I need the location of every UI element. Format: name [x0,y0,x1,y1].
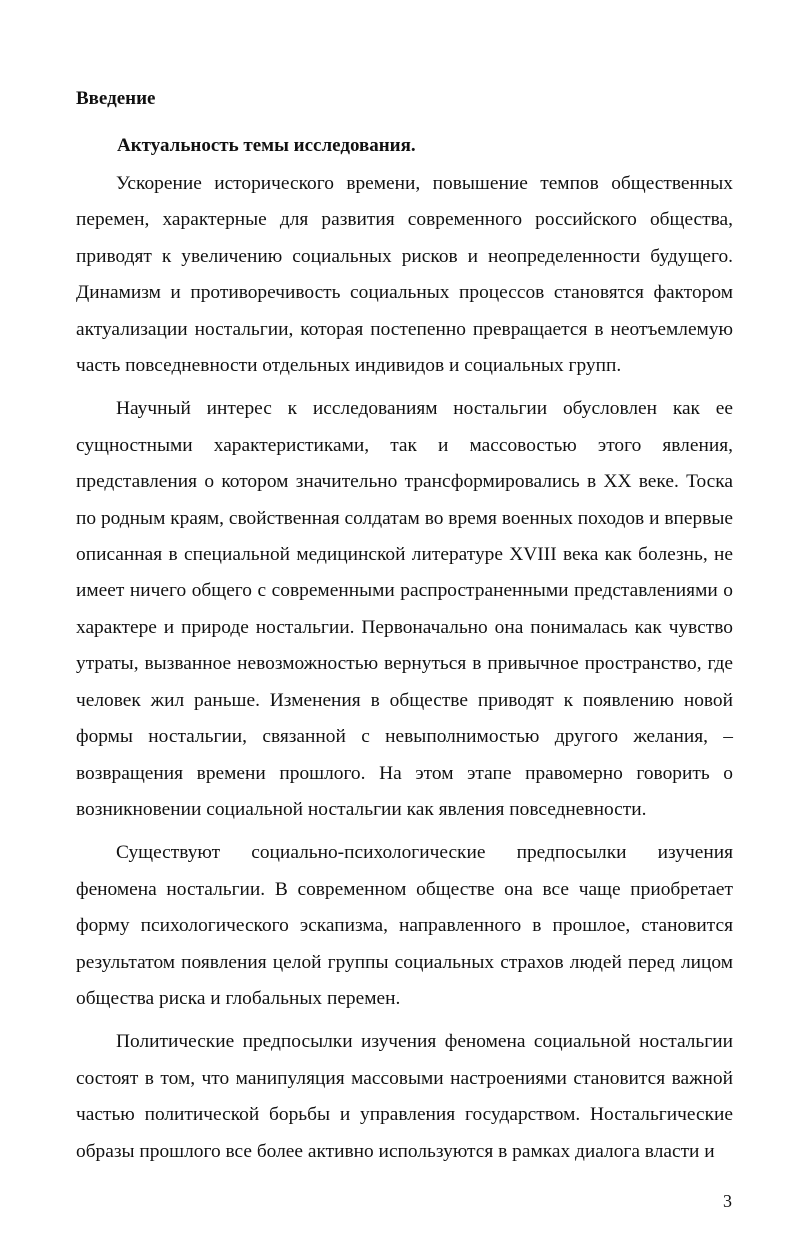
paragraph: Ускорение исторического времени, повышение темпов общественных перемен, характерные для развития современного российского общества, приводят к увеличению социальных рисков и неопределенности будущего. Динамизм и противоречивость социальных процессов становятся фактором актуализации ностальгии, которая постепенно превращается в неотъемлемую часть повседневности отдельных индивидов и социальных групп. [76,173,733,377]
paragraph: Политические предпосылки изучения феномена социальной ностальгии состоят в том, что манипуляция массовыми настроениями становится важной частью политической борьбы и управления государством. Ностальгические образы прошлого все более активно используются в рамках диалога власти и [76,1031,733,1162]
paragraph: Научный интерес к исследованиям ностальгии обусловлен как ее сущностными характеристиками, так и массовостью этого явления, представления о котором значительно трансформировались в XX веке. Тоска по родным краям, свойственная солдатам во время военных походов и впервые описанная в специальной медицинской литературе XVIII века как болезнь, не имеет ничего общего с современными распространенными представлениями о характере и природе ностальгии. Первоначально она понималась как чувство утраты, вызванное невозможностью вернуться в привычное пространство, где человек жил раньше. Изменения в обществе приводят к появлению новой формы ностальгии, связанной с невыполнимостью другого желания, – возвращения времени прошлого. На этом этапе правомерно говорить о возникновении социальной ностальгии как явления повседневности. [76,398,733,820]
body-text [76,166,733,1177]
subsection-heading: Актуальность темы исследования. [117,135,416,156]
section-heading: Введение [76,88,156,109]
paragraph: Существуют социально-психологические предпосылки изучения феномена ностальгии. В современном обществе она все чаще приобретает форму психологического эскапизма, направленного в прошлое, становится результатом появления целой группы социальных страхов людей перед лицом общества риска и глобальных перемен. [76,842,733,1009]
page-number: 3 [723,1191,732,1211]
